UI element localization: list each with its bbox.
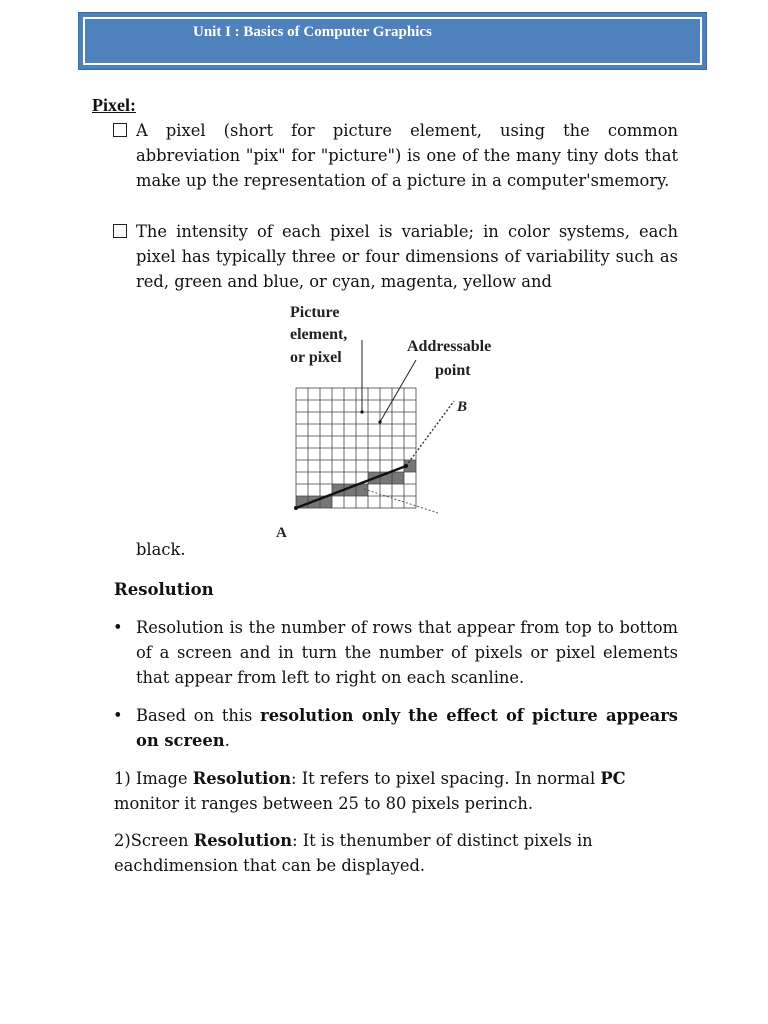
endpoint-mid <box>404 464 408 468</box>
resolution-bullet-2-text: Based on this resolution only the effect of picture appears on screen. <box>136 706 678 751</box>
resolution-bullet-1-text: Resolution is the number of rows that appear from top to bottom of a screen and in turn the number of pixels or pixel elements that appear from left to right on each scanline. <box>136 618 678 688</box>
addressable-pointer-line <box>380 360 416 422</box>
bullet-dot-icon: • <box>113 618 123 637</box>
resolution-bullet-1 <box>113 615 678 691</box>
resolution-title: Resolution <box>114 580 214 599</box>
label-a: A <box>276 525 287 541</box>
pixel-grid-figure <box>268 298 518 546</box>
unit-title: Unit I : Basics of Computer Graphics <box>193 24 432 40</box>
resolution-bullet-2 <box>113 703 678 753</box>
checkbox-bullet-icon <box>113 123 127 137</box>
pixel-bullet-1 <box>113 118 678 194</box>
label-point: point <box>435 362 471 379</box>
label-b: B <box>457 399 468 415</box>
shaded-pixels-2 <box>332 484 368 496</box>
bullet-dot-icon: • <box>113 706 123 725</box>
label-element: element, <box>290 326 348 343</box>
label-addressable: Addressable <box>407 338 492 355</box>
dotted-line-to-b <box>406 401 454 466</box>
label-or-pixel: or pixel <box>290 349 342 366</box>
endpoint-a <box>294 506 298 510</box>
dotted-line-right <box>364 489 438 513</box>
screen-resolution-item: 2)Screen Resolution: It is thenumber of distinct pixels in eachdimension that can be displayed. <box>114 831 593 876</box>
pixel-bullet-1-text: A pixel (short for picture element, using the common abbreviation "pix" for "picture") is one of the many tiny dots that make up the representation of a picture in a computer'smemory. <box>136 121 678 191</box>
checkbox-bullet-icon <box>113 224 127 238</box>
continuation-text: black. <box>136 540 186 559</box>
pixel-bullet-2 <box>113 219 678 295</box>
pixel-section-title: Pixel: <box>92 95 136 115</box>
addressable-dot <box>378 420 381 423</box>
unit-header-banner <box>78 12 707 70</box>
label-picture: Picture <box>290 304 340 321</box>
image-resolution-item: 1) Image Resolution: It refers to pixel spacing. In normal PC monitor it ranges between 25 to 80 pixels perinch. <box>114 769 626 814</box>
pixel-grid <box>296 388 416 508</box>
pixel-dot <box>360 410 363 413</box>
pixel-bullet-2-text: The intensity of each pixel is variable; in color systems, each pixel has typically three or four dimensions of variability such as red, green and blue, or cyan, magenta, yellow and <box>136 222 678 292</box>
